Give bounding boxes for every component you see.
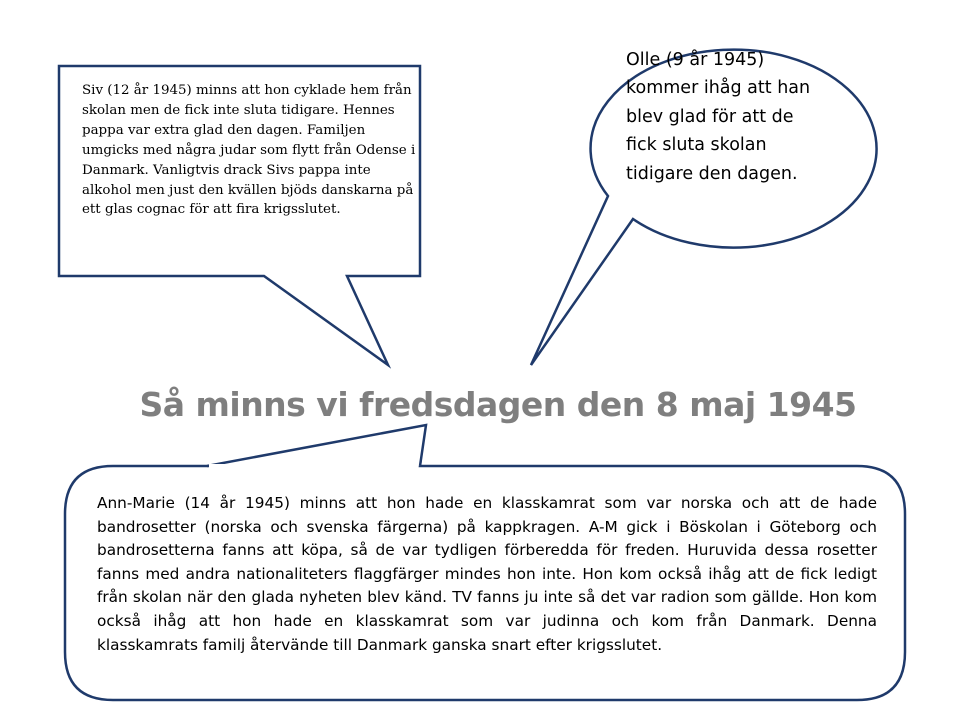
page-title: Så minns vi fredsdagen den 8 maj 1945 bbox=[139, 385, 857, 424]
pointer-mask bbox=[209, 464, 418, 469]
annmarie-callout-text: Ann-Marie (14 år 1945) minns att hon hade en klasskamrat som var norska och att de hade bandrosetter (norska och svenska färgerna) på kappkragen. A-M gick i Böskolan i Göteborg och bandrosetterna fanns att köpa, så de var tydligen förberedda för freden. Huruvida dessa rosetter fanns med andra nationaliteters flaggfärger mindes hon inte. Hon kom också ihåg att de fick ledigt från skolan när den glada nyheten blev känd. TV fanns ju inte så det var radion som gällde. Hon kom också ihåg att hon hade en klasskamrat som var judinna och kom från Danmark. Denna klasskamrats familj återvände till Danmark ganska snart efter krigsslutet. bbox=[97, 494, 877, 654]
siv-callout-text: Siv (12 år 1945) minns att hon cyklade hem från skolan men de fick inte sluta tidigare. Hennes pappa var extra glad den dagen. Familjen umgicks med några judar som flytt från Odense i Danmark. Vanligtvis drack Sivs pappa inte alkohol men just den kvällen bjöds danskarna på ett glas cognac för att fira krigsslutet. bbox=[82, 83, 416, 218]
olle-callout-text: Olle (9 år 1945) kommer ihåg att han blev glad för att de fick sluta skolan tidigare den dagen. bbox=[626, 50, 811, 184]
annmarie-pointer bbox=[207, 425, 426, 466]
